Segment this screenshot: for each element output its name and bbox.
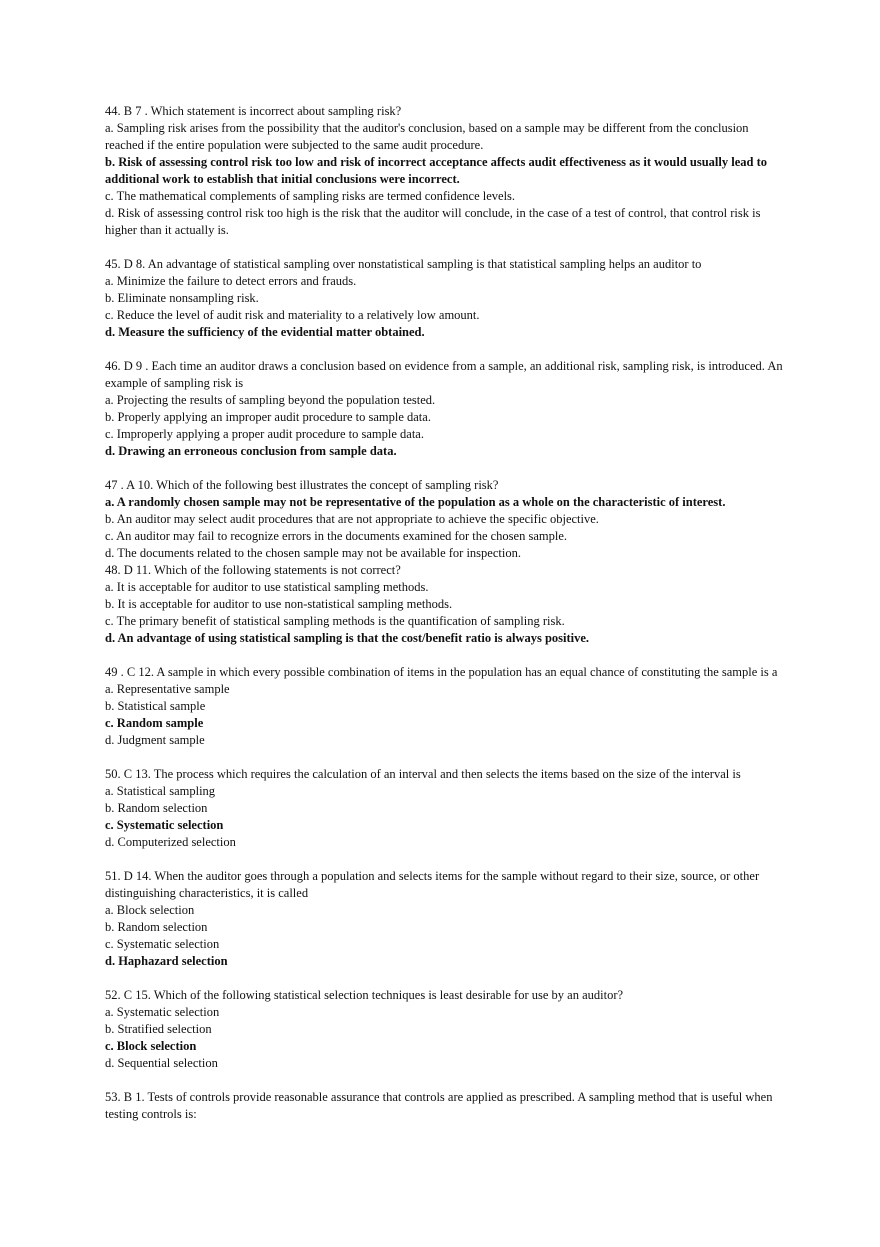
answer-option: d. Sequential selection <box>105 1056 218 1070</box>
question-stem: 53. B 1. Tests of controls provide reasonable assurance that controls are applied as prescribed. A sampling method that is useful when testing controls is: <box>105 1090 773 1121</box>
answer-option: b. An auditor may select audit procedures that are not appropriate to achieve the specific objective. <box>105 512 599 526</box>
question-block <box>105 664 785 749</box>
document-page <box>105 103 785 1140</box>
question-stem: 50. C 13. The process which requires the calculation of an interval and then selects the items based on the size of the interval is <box>105 767 741 781</box>
answer-option: b. Random selection <box>105 920 208 934</box>
question-stem: 44. B 7 . Which statement is incorrect about sampling risk? <box>105 104 402 118</box>
answer-option: a. It is acceptable for auditor to use statistical sampling methods. <box>105 580 429 594</box>
question-stem: 48. D 11. Which of the following statements is not correct? <box>105 563 401 577</box>
answer-option: a. Minimize the failure to detect errors and frauds. <box>105 274 357 288</box>
question-stem: 49 . C 12. A sample in which every possible combination of items in the population has an equal chance of constituting the sample is a <box>105 665 778 679</box>
question-block <box>105 868 785 970</box>
answer-option: a. Sampling risk arises from the possibility that the auditor's conclusion, based on a sample may be different from the conclusion reached if the entire population were subjected to the same audit procedure. <box>105 121 749 152</box>
question-stem: 47 . A 10. Which of the following best illustrates the concept of sampling risk? <box>105 478 499 492</box>
question-stem: 45. D 8. An advantage of statistical sampling over nonstatistical sampling is that statistical sampling helps an auditor to <box>105 257 702 271</box>
question-block <box>105 103 785 239</box>
answer-option-correct: a. A randomly chosen sample may not be representative of the population as a whole on the characteristic of interest. <box>105 495 726 509</box>
question-block <box>105 358 785 460</box>
question-block <box>105 256 785 341</box>
answer-option-correct: d. Haphazard selection <box>105 954 228 968</box>
answer-option: b. Random selection <box>105 801 208 815</box>
question-block <box>105 477 785 562</box>
answer-option-correct: c. Random sample <box>105 716 204 730</box>
answer-option: b. Statistical sample <box>105 699 206 713</box>
question-block <box>105 562 785 647</box>
answer-option: c. An auditor may fail to recognize errors in the documents examined for the chosen sample. <box>105 529 567 543</box>
answer-option: a. Block selection <box>105 903 195 917</box>
answer-option-correct: d. Measure the sufficiency of the evidential matter obtained. <box>105 325 425 339</box>
question-block <box>105 1089 785 1123</box>
answer-option-correct: b. Risk of assessing control risk too low and risk of incorrect acceptance affects audit effectiveness as it would usually lead to additional work to establish that initial conclusions were incorrect. <box>105 155 768 186</box>
answer-option: a. Statistical sampling <box>105 784 216 798</box>
question-block <box>105 987 785 1072</box>
question-stem: 52. C 15. Which of the following statistical selection techniques is least desirable for use by an auditor? <box>105 988 624 1002</box>
answer-option: c. Improperly applying a proper audit procedure to sample data. <box>105 427 424 441</box>
answer-option: c. The primary benefit of statistical sampling methods is the quantification of sampling risk. <box>105 614 565 628</box>
answer-option: a. Representative sample <box>105 682 230 696</box>
answer-option: d. Computerized selection <box>105 835 236 849</box>
answer-option: b. Stratified selection <box>105 1022 212 1036</box>
answer-option-correct: c. Block selection <box>105 1039 197 1053</box>
answer-option: b. Properly applying an improper audit procedure to sample data. <box>105 410 431 424</box>
answer-option: d. Judgment sample <box>105 733 205 747</box>
question-block <box>105 766 785 851</box>
answer-option: c. The mathematical complements of sampling risks are termed confidence levels. <box>105 189 516 203</box>
answer-option: d. Risk of assessing control risk too high is the risk that the auditor will conclude, in the case of a test of control, that control risk is higher than it actually is. <box>105 206 761 237</box>
answer-option-correct: d. An advantage of using statistical sampling is that the cost/benefit ratio is always positive. <box>105 631 590 645</box>
answer-option: a. Projecting the results of sampling beyond the population tested. <box>105 393 436 407</box>
answer-option: c. Systematic selection <box>105 937 220 951</box>
answer-option: b. Eliminate nonsampling risk. <box>105 291 259 305</box>
question-stem: 46. D 9 . Each time an auditor draws a conclusion based on evidence from a sample, an additional risk, sampling risk, is introduced. An example of sampling risk is <box>105 359 783 390</box>
answer-option: a. Systematic selection <box>105 1005 220 1019</box>
question-stem: 51. D 14. When the auditor goes through a population and selects items for the sample without regard to their size, source, or other distinguishing characteristics, it is called <box>105 869 760 900</box>
answer-option: d. The documents related to the chosen sample may not be available for inspection. <box>105 546 521 560</box>
answer-option: c. Reduce the level of audit risk and materiality to a relatively low amount. <box>105 308 480 322</box>
answer-option-correct: c. Systematic selection <box>105 818 224 832</box>
answer-option: b. It is acceptable for auditor to use non-statistical sampling methods. <box>105 597 453 611</box>
answer-option-correct: d. Drawing an erroneous conclusion from sample data. <box>105 444 397 458</box>
